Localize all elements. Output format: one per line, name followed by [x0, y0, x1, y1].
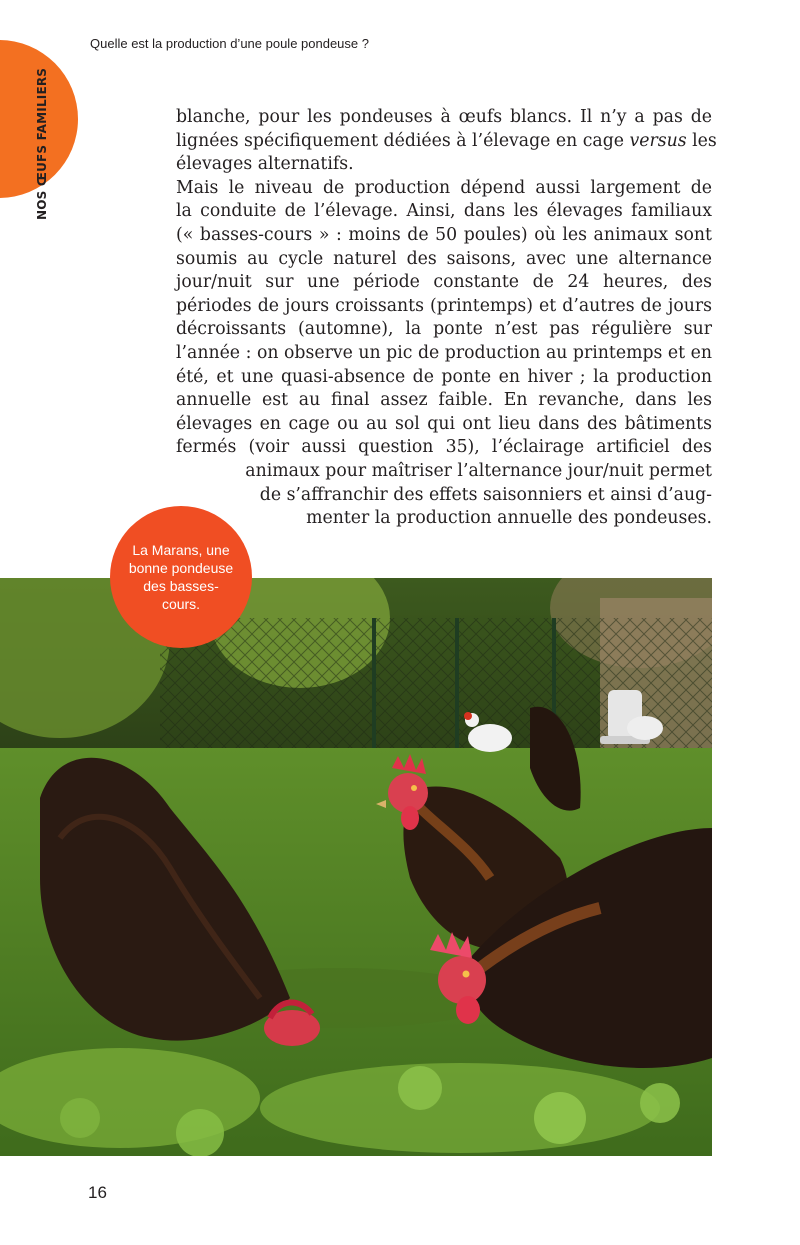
text-line: jour/nuit sur une période constante de 24 heures, des — [176, 272, 712, 293]
hens-photo — [0, 578, 712, 1156]
text-line: élevages alternatifs. — [176, 154, 354, 175]
body-text — [176, 106, 717, 531]
text-line: annuelle est au final assez faible. En revanche, dans les — [176, 390, 712, 411]
photo-caption: La Marans, une bonne pondeuse des basses-cours. — [128, 542, 234, 612]
text-line: animaux pour maîtriser l’alternance jour/nuit permet — [245, 460, 712, 481]
distant-hen — [627, 716, 663, 740]
running-head: Quelle est la production d’une poule pondeuse ? — [90, 36, 369, 51]
text-line: lignées spécifiquement dédiées à l’élevage en cage versus les — [176, 130, 717, 151]
text-line: décroissants (automne), la ponte n’est pas régulière sur — [176, 319, 712, 340]
text-line: périodes de jours croissants (printemps) et d’autres de jours — [176, 295, 712, 316]
text-line: Mais le niveau de production dépend aussi largement de — [176, 177, 712, 198]
section-tab-label: NOS ŒUFS FAMILIERS — [35, 67, 49, 220]
text-line: blanche, pour les pondeuses à œufs blancs. Il n’y a pas de — [176, 107, 712, 127]
emphasis: versus — [629, 130, 687, 151]
text-line: l’année : on observe un pic de production au printemps et en — [176, 342, 712, 363]
hens-illustration — [0, 578, 712, 1156]
text-line: été, et une quasi-absence de ponte en hiver ; la production — [176, 366, 712, 387]
text-line: fermés (voir aussi question 35), l’éclairage artificiel des — [176, 437, 712, 458]
photo-caption-badge — [110, 506, 252, 648]
distant-hen — [468, 724, 512, 752]
text-line: soumis au cycle naturel des saisons, avec une alternance — [176, 248, 712, 269]
text-line: menter la production annuelle des pondeuses. — [306, 508, 712, 529]
text-line: la conduite de l’élevage. Ainsi, dans les élevages familiaux — [176, 201, 712, 222]
text-line: de s’affranchir des effets saisonniers et ainsi d’aug- — [259, 484, 712, 505]
text-line: élevages en cage ou au sol qui ont lieu dans des bâtiments — [176, 413, 712, 434]
text-line: (« basses-cours » : moins de 50 poules) où les animaux sont — [176, 224, 712, 245]
page-number: 16 — [88, 1183, 107, 1202]
